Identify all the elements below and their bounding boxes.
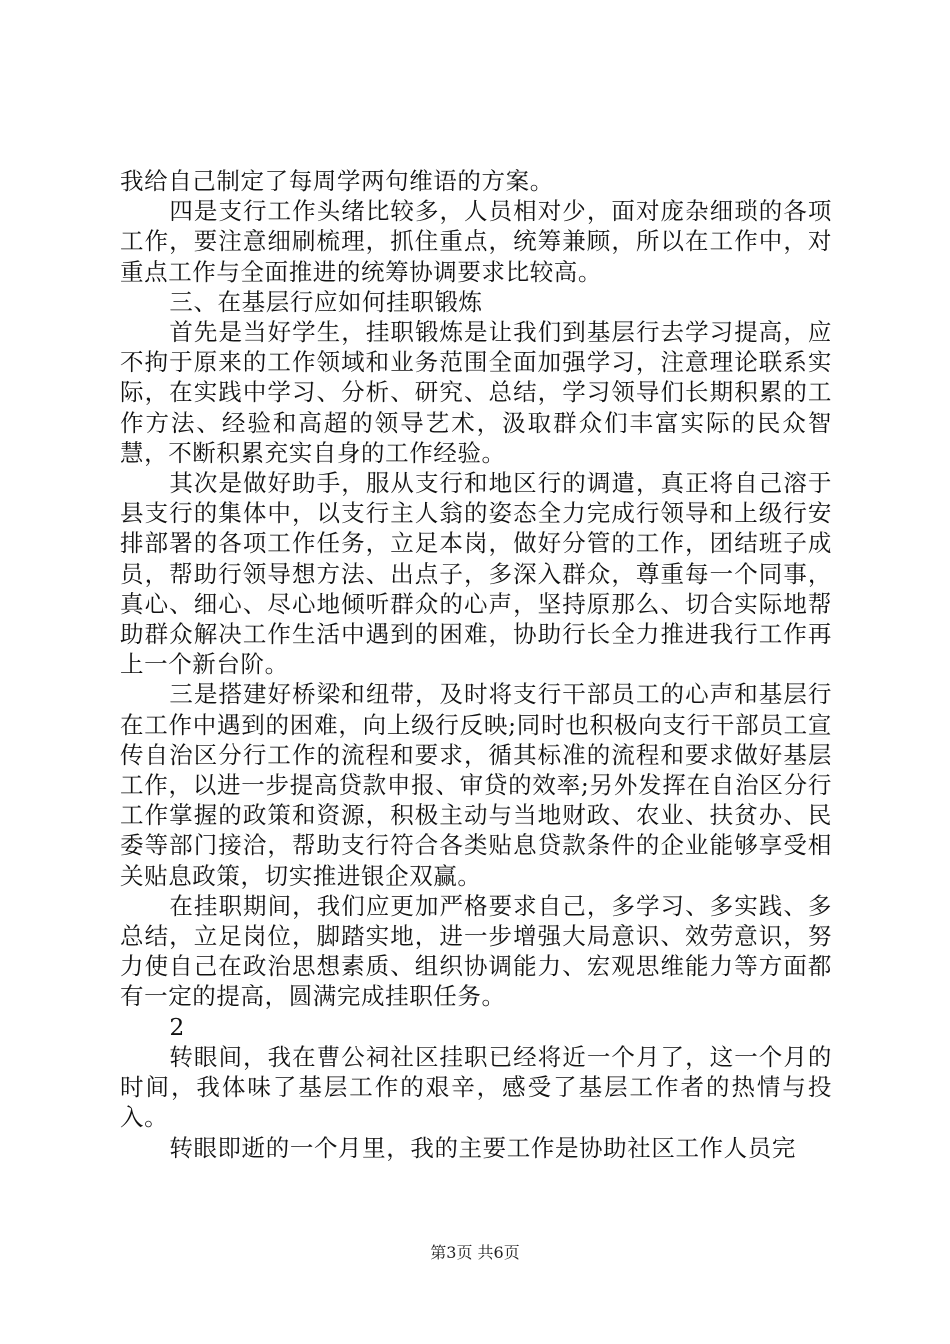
paragraph: 转眼即逝的一个月里，我的主要工作是协助社区工作人员完 bbox=[169, 1133, 796, 1162]
page-footer: 第3页 共6页 bbox=[430, 1243, 520, 1262]
section-heading: 三、在基层行应如何挂职锻炼 bbox=[169, 287, 483, 316]
section-number: 2 bbox=[169, 1012, 185, 1041]
paragraph: 四是支行工作头绪比较多，人员相对少，面对庞杂细琐的各项工作，要注意细刷梳理，抓住重点，统筹兼顾，所以在工作中，对重点工作与全面推进的统筹协调要求比较高。 bbox=[120, 197, 832, 286]
paragraph: 在挂职期间，我们应更加严格要求自己，多学习、多实践、多总结，立足岗位，脚踏实地，进一步增强大局意识、效劳意识，努力使自己在政治思想素质、组织协调能力、宏观思维能力等方面都有一定的提高，圆满完成挂职任务。 bbox=[120, 891, 832, 1011]
document-body bbox=[120, 166, 832, 1163]
paragraph: 我给自己制定了每周学两句维语的方案。 bbox=[120, 167, 554, 195]
paragraph: 三是搭建好桥梁和纽带，及时将支行干部员工的心声和基层行在工作中遇到的困难，向上级行反映;同时也积极向支行干部员工宣传自治区分行工作的流程和要求，循其标准的流程和要求做好基层工作，以进一步提高贷款申报、审贷的效率;另外发挥在自治区分行工作掌握的政策和资源，积极主动与当地财政、农业、扶贫办、民委等部门接洽，帮助支行符合各类贴息贷款条件的企业能够享受相关贴息政策，切实推进银企双赢。 bbox=[120, 680, 832, 890]
paragraph: 首先是当好学生，挂职锻炼是让我们到基层行去学习提高，应不拘于原来的工作领域和业务范围全面加强学习，注意理论联系实际，在实践中学习、分析、研究、总结，学习领导们长期积累的工作方法、经验和高超的领导艺术，汲取群众们丰富实际的民众智慧，不断积累充实自身的工作经验。 bbox=[120, 318, 832, 467]
paragraph: 其次是做好助手，服从支行和地区行的调遣，真正将自己溶于县支行的集体中，以支行主人翁的姿态全力完成行领导和上级行安排部署的各项工作任务，立足本岗，做好分管的工作，团结班子成员，帮助行领导想方法、出点子，多深入群众，尊重每一个同事，真心、细心、尽心地倾听群众的心声，坚持原那么、切合实际地帮助群众解决工作生活中遇到的困难，协助行长全力推进我行工作再上一个新台阶。 bbox=[120, 469, 832, 679]
paragraph: 转眼间，我在曹公祠社区挂职已经将近一个月了，这一个月的时间，我体味了基层工作的艰辛，感受了基层工作者的热情与投入。 bbox=[120, 1042, 832, 1132]
